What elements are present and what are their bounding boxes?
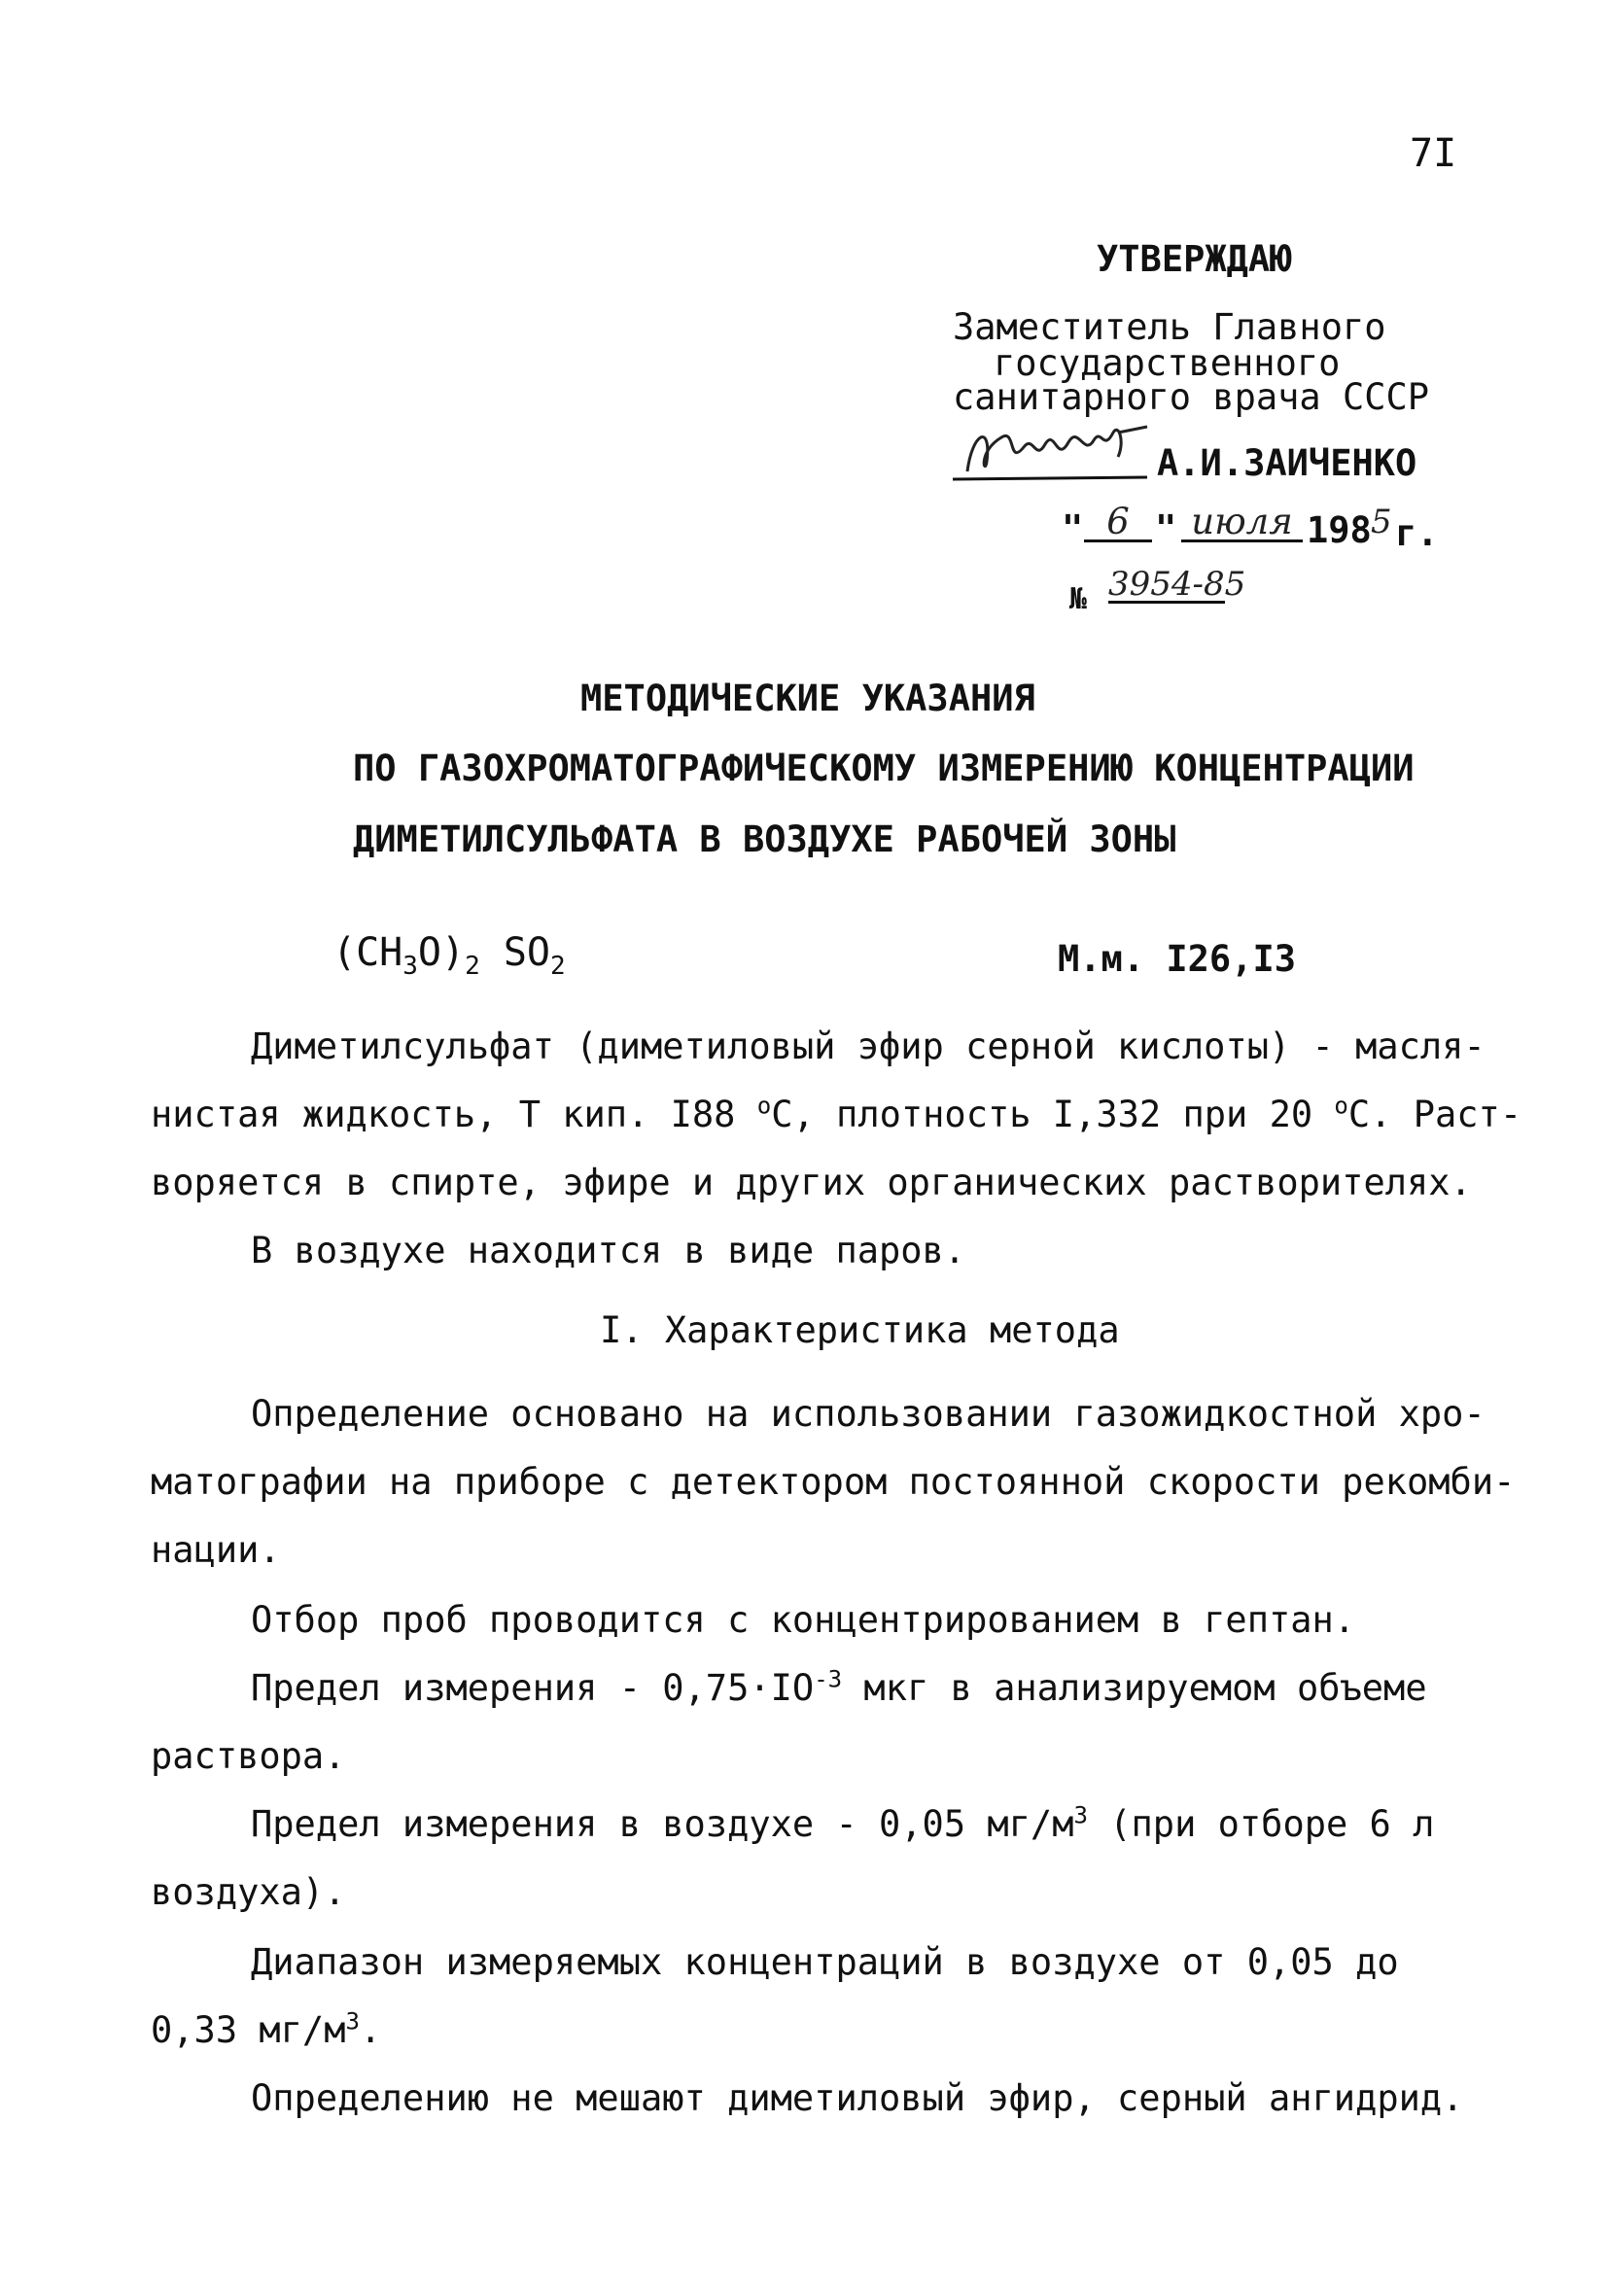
section1-p4-line2: воздуха). [151,1871,346,1913]
approval-date-quote-open: " [1062,507,1084,549]
approval-number-value: 3954-85 [1108,565,1246,604]
title-line3: ДИМЕТИЛСУЛЬФАТА В ВОЗДУХЕ РАБОЧЕЙ ЗОНЫ [353,818,1176,860]
approval-date-quote-close: " [1155,507,1177,549]
intro-line4: В воздухе находится в виде паров. [251,1230,966,1271]
section1-p4-line1: Предел измерения в воздухе - 0,05 $мг/м^3$ (при отборе 6 л [251,1801,1435,1845]
approval-position-line2: государственного [994,342,1341,384]
chemical-formula: $(CH_3O)_2$ $SO_2$ [332,930,566,981]
section1-p5-line2: 0,33 $мг/м^3$. [151,2007,382,2051]
intro-line1: Диметилсульфат (диметиловый эфир серной кислоты) - масля- [251,1026,1486,1067]
section1-p1-line2: матографии на приборе с детектором постоянной скорости рекомби- [151,1461,1516,1503]
signature-icon [948,413,1162,486]
approval-number-prefix: № [1069,582,1088,616]
intro-line2: нистая жидкость, Т кип. I88 $^o$С, плотность I,332 при 20 $^o$С. Раст- [151,1092,1522,1135]
section1-p6: Определению не мешают диметиловый эфир, серный ангидрид. [251,2077,1464,2119]
section1-p3-line2: раствора. [151,1735,346,1777]
approval-position-line1: Заместитель Главного [953,306,1386,348]
approval-date-year-prefix: 198 [1307,509,1372,551]
approval-date-month: июля [1181,504,1303,542]
approval-position-line3: санитарного врача СССР [953,376,1430,418]
molar-mass: М.м. I26,I3 [1058,938,1297,980]
approval-date-year-digit: 5 [1371,503,1392,541]
approval-date-year-suffix: г. [1395,512,1439,554]
title-line2: ПО ГАЗОХРОМАТОГРАФИЧЕСКОМУ ИЗМЕРЕНИЮ КОНЦЕНТРАЦИИ [353,748,1415,789]
section1-p3-line1: Предел измерения - $0,75\cdot IO^{-3}$ мкг в анализируемом объеме [251,1665,1427,1709]
page-number: 7I [1410,131,1457,176]
intro-line3: воряется в спирте, эфире и других органических растворителях. [151,1162,1472,1203]
section1-p1-line1: Определение основано на использовании газожидкостной хро- [251,1393,1486,1435]
section1-p5-line1: Диапазон измеряемых концентраций в воздухе от 0,05 до [251,1941,1399,1983]
title-line1: МЕТОДИЧЕСКИЕ УКАЗАНИЯ [580,678,1035,719]
section1-heading: I. Характеристика метода [600,1309,1120,1351]
approval-heading: УТВЕРЖДАЮ [1097,238,1292,280]
section1-p1-line3: нации. [151,1529,281,1571]
section1-p2: Отбор проб проводится с концентрированием в гептан. [251,1599,1356,1641]
approver-name: А.И.ЗАИЧЕНКО [1157,442,1417,484]
approval-date-day: 6 [1084,504,1152,542]
